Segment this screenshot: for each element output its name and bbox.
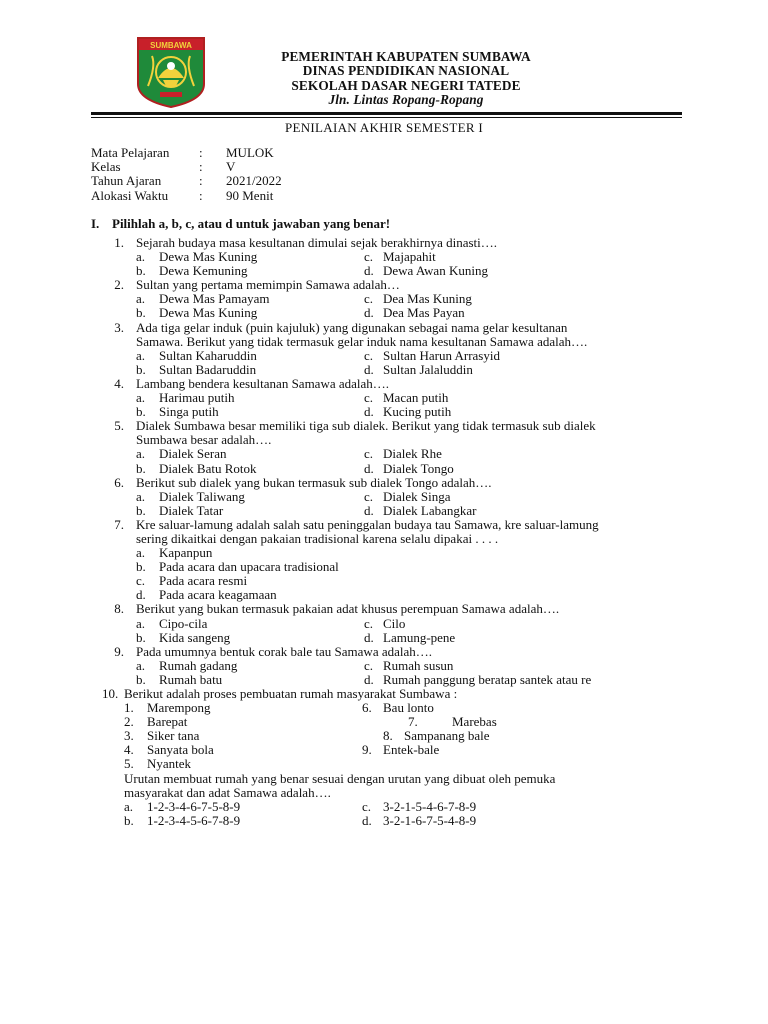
- section-title: Pilihlah a, b, c, atau d untuk jawaban yang benar!: [112, 216, 391, 231]
- option-letter: c.: [364, 446, 374, 462]
- step-number: 9.: [362, 742, 372, 758]
- option-letter: c.: [364, 347, 374, 363]
- option-text: Dialek Batu Rotok: [159, 460, 257, 476]
- option-letter: c.: [364, 657, 374, 673]
- option-letter: d.: [364, 263, 374, 279]
- option-row: [0, 264, 768, 278]
- step-number: 2.: [124, 714, 134, 730]
- option-row: [0, 617, 768, 631]
- option-letter: c.: [364, 249, 374, 265]
- step-number: 8.: [383, 728, 393, 744]
- info-label: Alokasi Waktu: [91, 187, 169, 203]
- option-letter: a.: [124, 798, 134, 814]
- option-row: [0, 462, 768, 476]
- option-row: [0, 560, 768, 574]
- option-row: [0, 504, 768, 518]
- option-text: Dewa Mas Kuning: [159, 249, 258, 265]
- option-text: Kucing putih: [383, 404, 452, 420]
- question-text: masyarakat dan adat Samawa adalah….: [124, 784, 331, 800]
- option-row: [0, 588, 768, 602]
- option-text: Dialek Tongo: [383, 460, 454, 476]
- question-text: Dialek Sumbawa besar memiliki tiga sub dialek. Berikut yang tidak termasuk sub dialek: [136, 418, 596, 434]
- option-letter: a.: [136, 446, 146, 462]
- step-text: Bau lonto: [383, 700, 434, 716]
- question-number: 8.: [114, 601, 124, 617]
- question-number: 5.: [114, 418, 124, 434]
- option-letter: b.: [136, 404, 146, 420]
- option-letter: d.: [362, 812, 372, 828]
- option-text: Dea Mas Kuning: [383, 291, 472, 307]
- option-text: 1-2-3-4-6-7-5-8-9: [147, 798, 241, 814]
- question-text-continued: [0, 335, 768, 349]
- question-9: [0, 645, 768, 659]
- option-row: [0, 391, 768, 405]
- option-text: Pada acara dan upacara tradisional: [159, 559, 339, 575]
- question-text-continued: [0, 532, 768, 546]
- question-text: Lambang bendera kesultanan Samawa adalah….: [136, 375, 390, 391]
- question-text: sering dikaitkai dengan pakaian tradisional karena selalu dipakai . . . .: [136, 530, 499, 546]
- option-letter: b.: [136, 502, 146, 518]
- info-colon: :: [199, 173, 203, 189]
- question-text: Berikut yang bukan termasuk pakaian adat khusus perempuan Samawa adalah….: [136, 601, 560, 617]
- question-text: Urutan membuat rumah yang benar sesuai dengan urutan yang dibuat oleh pemuka: [124, 770, 556, 786]
- option-text: Sultan Badaruddin: [159, 361, 257, 377]
- question-list: [0, 236, 768, 828]
- step-number: 7.: [408, 714, 418, 730]
- question-2: [0, 278, 768, 292]
- info-row: [91, 189, 391, 203]
- step-text: Siker tana: [147, 728, 200, 744]
- header-divider-thick: [91, 112, 682, 115]
- option-text: Cipo-cila: [159, 615, 208, 631]
- option-text: Cilo: [383, 615, 406, 631]
- step-text: Sampanang bale: [404, 728, 490, 744]
- question-1: [0, 236, 768, 250]
- option-text: Dewa Kemuning: [159, 263, 248, 279]
- option-letter: b.: [136, 559, 146, 575]
- info-value: 2021/2022: [226, 173, 282, 189]
- info-label: Kelas: [91, 159, 121, 175]
- question-10: [0, 687, 768, 701]
- question-number: 2.: [114, 277, 124, 293]
- option-letter: c.: [364, 615, 374, 631]
- option-letter: d.: [364, 502, 374, 518]
- option-letter: d.: [136, 587, 146, 603]
- info-colon: :: [199, 145, 203, 160]
- option-text: Harimau putih: [159, 390, 235, 406]
- question-number: 9.: [114, 643, 124, 659]
- question-number: 6.: [114, 474, 124, 490]
- option-letter: b.: [136, 460, 146, 476]
- info-value: 90 Menit: [226, 187, 274, 203]
- option-row: [0, 349, 768, 363]
- section-number: I.: [91, 216, 100, 231]
- option-text: Majapahit: [383, 249, 436, 265]
- question-7: [0, 518, 768, 532]
- option-letter: a.: [136, 390, 146, 406]
- option-text: Rumah gadang: [159, 657, 238, 673]
- option-text: Dialek Seran: [159, 446, 227, 462]
- option-letter: a.: [136, 249, 146, 265]
- step-text: Nyantek: [147, 756, 192, 772]
- exam-info: [91, 146, 391, 203]
- step-row: [0, 743, 768, 757]
- info-value: MULOK: [226, 145, 274, 160]
- option-text: Sultan Jalaluddin: [383, 361, 473, 377]
- info-colon: :: [199, 159, 203, 175]
- step-text: Marebas: [452, 714, 497, 730]
- option-letter: d.: [364, 361, 374, 377]
- option-text: Kapanpun: [159, 545, 213, 561]
- option-row: [0, 292, 768, 306]
- exam-title: PENILAIAN AKHIR SEMESTER I: [284, 120, 484, 135]
- option-text: Kida sangeng: [159, 629, 231, 645]
- step-row: [0, 715, 768, 729]
- step-text: Barepat: [147, 714, 188, 730]
- question-8: [0, 602, 768, 616]
- option-letter: a.: [136, 657, 146, 673]
- question-4: [0, 377, 768, 391]
- option-row: [0, 673, 768, 687]
- question-text: Sejarah budaya masa kesultanan dimulai sejak berakhirnya dinasti….: [136, 235, 497, 250]
- question-text: Berikut sub dialek yang bukan termasuk sub dialek Tongo adalah….: [136, 474, 492, 490]
- step-row: [0, 757, 768, 771]
- sumbawa-regency-logo: [136, 36, 206, 108]
- step-text: Sanyata bola: [147, 742, 214, 758]
- option-row: [0, 405, 768, 419]
- option-letter: b.: [136, 361, 146, 377]
- option-text: Dewa Mas Pamayam: [159, 291, 270, 307]
- option-letter: b.: [136, 671, 146, 687]
- step-text: Marempong: [147, 700, 211, 716]
- option-row: [0, 363, 768, 377]
- step-number: 1.: [124, 700, 134, 716]
- question-number: 7.: [114, 516, 124, 532]
- option-row: [0, 306, 768, 320]
- option-text: Pada acara keagamaan: [159, 587, 277, 603]
- question-3: [0, 321, 768, 335]
- question-number: 10.: [102, 686, 119, 701]
- letterhead-line-2: DINAS PENDIDIKAN NASIONAL: [302, 63, 510, 79]
- option-letter: c.: [364, 291, 374, 307]
- question-text: Sumbawa besar adalah….: [136, 432, 272, 448]
- question-text-continued: [0, 433, 768, 447]
- option-letter: d.: [364, 305, 374, 321]
- question-text: Samawa. Berikut yang tidak termasuk gelar induk nama kesultanan Samawa adalah….: [136, 333, 588, 349]
- option-text: Dialek Taliwang: [159, 488, 245, 504]
- step-text: Entek-bale: [383, 742, 440, 758]
- option-letter: a.: [136, 545, 146, 561]
- option-text: Dea Mas Payan: [383, 305, 465, 321]
- question-text-continued: [0, 786, 768, 800]
- option-letter: b.: [136, 629, 146, 645]
- question-5: [0, 419, 768, 433]
- info-value: V: [226, 159, 236, 175]
- option-text: Lamung-pene: [383, 629, 456, 645]
- letterhead-line-3: SEKOLAH DASAR NEGERI TATEDE: [291, 77, 521, 93]
- letterhead: [228, 50, 584, 108]
- info-label: Tahun Ajaran: [91, 173, 162, 189]
- question-text-continued: [0, 772, 768, 786]
- option-text: Dewa Mas Kuning: [159, 305, 258, 321]
- option-letter: d.: [364, 671, 374, 687]
- question-number: 3.: [114, 319, 124, 335]
- option-letter: c.: [364, 390, 374, 406]
- option-row: [0, 574, 768, 588]
- option-letter: c.: [136, 573, 146, 589]
- option-text: Dialek Tatar: [159, 502, 224, 518]
- option-text: 1-2-3-4-5-6-7-8-9: [147, 812, 241, 828]
- option-row: [0, 800, 768, 814]
- question-text: Pada umumnya bentuk corak bale tau Samawa adalah….: [136, 643, 433, 659]
- step-row: [0, 701, 768, 715]
- option-text: Pada acara resmi: [159, 573, 248, 589]
- question-text: Kre saluar-lamung adalah salah satu peninggalan budaya tau Samawa, kre saluar-lamung: [136, 516, 599, 532]
- option-row: [0, 546, 768, 560]
- option-letter: c.: [364, 488, 374, 504]
- option-letter: d.: [364, 404, 374, 420]
- step-number: 5.: [124, 756, 134, 772]
- info-label: Mata Pelajaran: [91, 145, 170, 160]
- option-letter: a.: [136, 615, 146, 631]
- info-row: [91, 160, 391, 174]
- step-number: 3.: [124, 728, 134, 744]
- step-row: [0, 729, 768, 743]
- option-letter: a.: [136, 291, 146, 307]
- option-letter: b.: [136, 263, 146, 279]
- info-row: [91, 146, 391, 160]
- info-colon: :: [199, 187, 203, 203]
- question-text: Ada tiga gelar induk (puin kajuluk) yang digunakan sebagai nama gelar kesultanan: [136, 319, 568, 335]
- option-row: [0, 250, 768, 264]
- option-letter: a.: [136, 488, 146, 504]
- step-number: 4.: [124, 742, 134, 758]
- question-text: Berikut adalah proses pembuatan rumah masyarakat Sumbawa :: [124, 686, 458, 701]
- option-letter: b.: [136, 305, 146, 321]
- option-text: Singa putih: [159, 404, 219, 420]
- option-letter: d.: [364, 460, 374, 476]
- option-letter: b.: [124, 812, 134, 828]
- option-text: Sultan Harun Arrasyid: [383, 347, 500, 363]
- option-text: 3-2-1-5-4-6-7-8-9: [383, 798, 477, 814]
- option-row: [0, 814, 768, 828]
- question-6: [0, 476, 768, 490]
- option-text: Dialek Rhe: [383, 446, 442, 462]
- info-row: [91, 174, 391, 188]
- option-text: Rumah batu: [159, 671, 223, 687]
- option-row: [0, 447, 768, 461]
- option-row: [0, 659, 768, 673]
- option-text: 3-2-1-6-7-5-4-8-9: [383, 812, 477, 828]
- step-number: 6.: [362, 700, 372, 716]
- option-text: Dialek Singa: [383, 488, 451, 504]
- letterhead-address: Jln. Lintas Ropang-Ropang: [328, 92, 484, 108]
- option-row: [0, 490, 768, 504]
- option-letter: d.: [364, 629, 374, 645]
- option-text: Macan putih: [383, 390, 449, 406]
- question-number: 4.: [114, 375, 124, 391]
- option-text: Sultan Kaharuddin: [159, 347, 257, 363]
- header-divider-thin: [91, 117, 682, 118]
- question-number: 1.: [114, 235, 124, 250]
- option-row: [0, 631, 768, 645]
- option-letter: a.: [136, 347, 146, 363]
- option-text: Dialek Labangkar: [383, 502, 477, 518]
- option-letter: c.: [362, 798, 372, 814]
- option-text: Rumah susun: [383, 657, 454, 673]
- option-text: Dewa Awan Kuning: [383, 263, 488, 279]
- option-text: Rumah panggung beratap santek atau re: [383, 671, 592, 687]
- letterhead-line-1: PEMERINTAH KABUPATEN SUMBAWA: [281, 49, 531, 64]
- question-text: Sultan yang pertama memimpin Samawa adalah…: [136, 277, 400, 293]
- svg-text:SUMBAWA: SUMBAWA: [150, 41, 192, 50]
